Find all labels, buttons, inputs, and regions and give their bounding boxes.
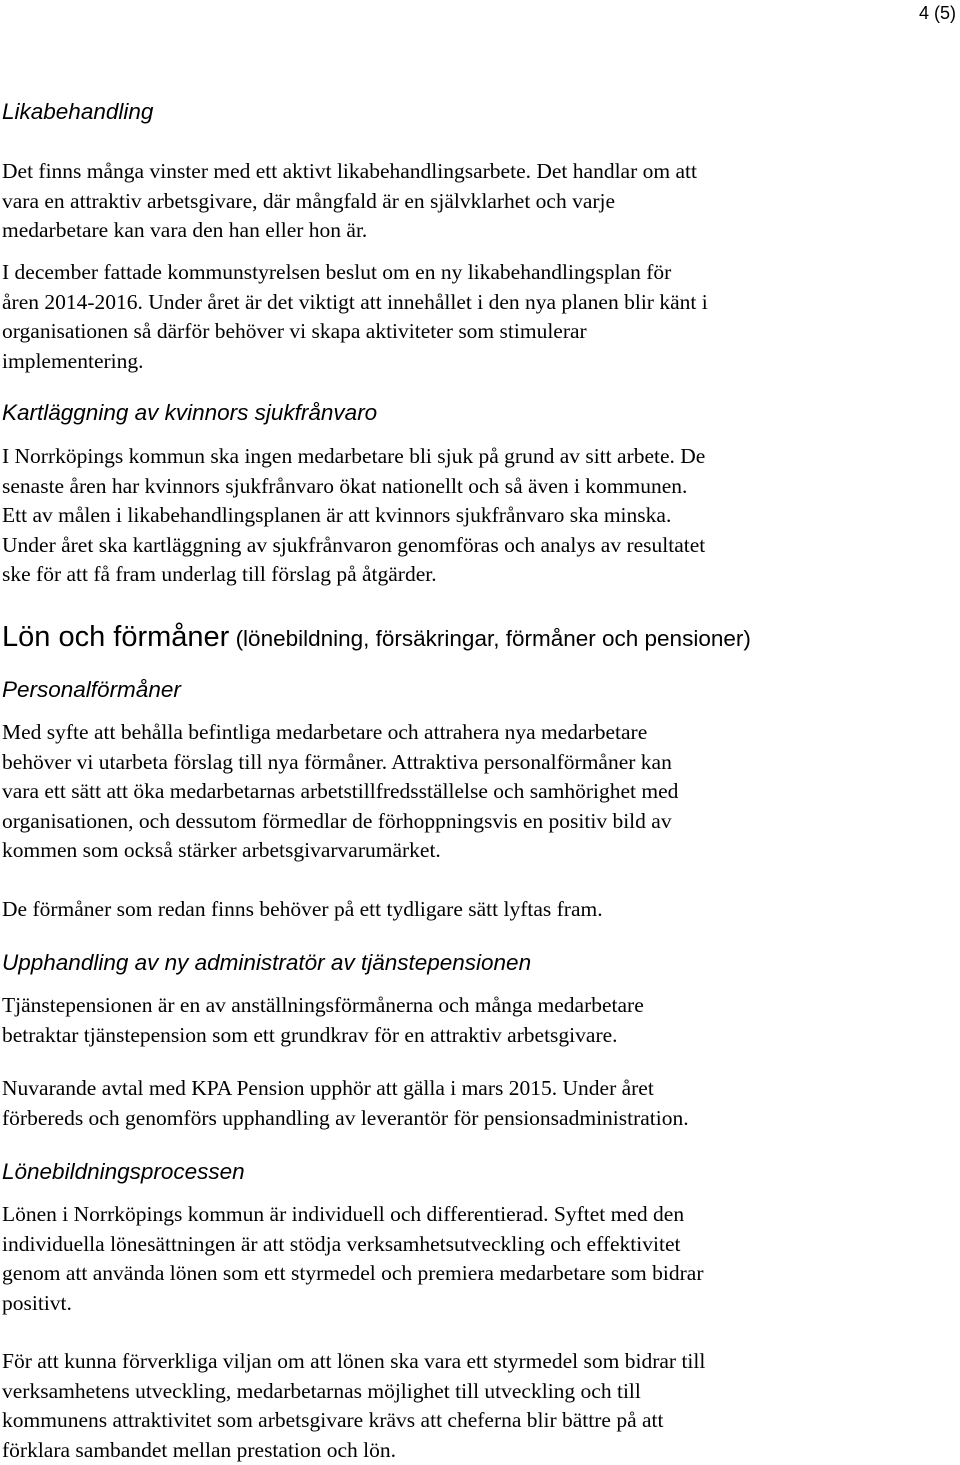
paragraph-personalformaner-1 <box>2 718 678 866</box>
text-line: kommunens attraktivitet som arbetsgivare krävs att cheferna blir bättre på att <box>2 1408 664 1433</box>
paragraph-upphandling-1 <box>2 991 644 1050</box>
text-line: För att kunna förverkliga viljan om att lönen ska vara ett styrmedel som bidrar till <box>2 1349 706 1373</box>
text-line: Under året ska kartläggning av sjukfrånvaron genomföras och analys av resultatet <box>2 532 706 557</box>
text-line: De förmåner som redan finns behöver på ett tydligare sätt lyftas fram. <box>2 897 603 921</box>
text-line: medarbetare kan vara den han eller hon är. <box>2 218 368 243</box>
heading-upphandling: Upphandling av ny administratör av tjänstepensionen <box>2 950 532 975</box>
text-line: ske för att få fram underlag till förslag på åtgärder. <box>2 562 437 587</box>
text-line: Det finns många vinster med ett aktivt likabehandlingsarbete. Det handlar om att <box>2 159 697 183</box>
text-line: Med syfte att behålla befintliga medarbetare och attrahera nya medarbetare <box>2 720 648 744</box>
text-line: positivt. <box>2 1290 72 1315</box>
text-line: Lönen i Norrköpings kommun är individuell och differentierad. Syftet med den <box>2 1202 685 1226</box>
heading-lonebildningsprocessen: Lönebildningsprocessen <box>2 1159 245 1184</box>
heading-sub-text: (lönebildning, försäkringar, förmåner och pensioner) <box>229 626 751 651</box>
text-line: organisationen, och dessutom förmedlar de förhoppningsvis en positiv bild av <box>2 808 672 833</box>
paragraph-lonebildning-1 <box>2 1200 703 1318</box>
text-line: Ett av målen i likabehandlingsplanen är att kvinnors sjukfrånvaro ska minska. <box>2 503 672 528</box>
text-line: I Norrköpings kommun ska ingen medarbetare bli sjuk på grund av sitt arbete. De <box>2 444 706 468</box>
paragraph-personalformaner-2 <box>2 895 603 925</box>
heading-personalformaner: Personalförmåner <box>2 677 181 702</box>
text-line: individuella lönesättningen är att stödja verksamhetsutveckling och effektivitet <box>2 1231 681 1256</box>
paragraph-upphandling-2 <box>2 1074 689 1133</box>
text-line: I december fattade kommunstyrelsen beslut om en ny likabehandlingsplan för <box>2 260 672 284</box>
heading-kartlaggning: Kartläggning av kvinnors sjukfrånvaro <box>2 400 378 425</box>
text-line: vara ett sätt att öka medarbetarnas arbetstillfredsställelse och samhörighet med <box>2 779 679 804</box>
text-line: kommen som också stärker arbetsgivarvarumärket. <box>2 838 441 863</box>
text-line: vara en attraktiv arbetsgivare, där mångfald är en självklarhet och varje <box>2 188 616 213</box>
heading-lon-och-formaner <box>2 619 751 657</box>
text-line: behöver vi utarbeta förslag till nya förmåner. Attraktiva personalförmåner kan <box>2 749 672 774</box>
paragraph-lonebildning-2 <box>2 1347 705 1465</box>
paragraph-likabehandling-2 <box>2 258 708 376</box>
text-line: verksamhetens utveckling, medarbetarnas möjlighet till utveckling och till <box>2 1378 641 1403</box>
text-line: genom att använda lönen som ett styrmedel och premiera medarbetare som bidrar <box>2 1261 704 1286</box>
text-line: organisationen så därför behöver vi skapa aktiviteter som stimulerar <box>2 319 587 344</box>
text-line: förklara sambandet mellan prestation och lön. <box>2 1437 397 1462</box>
text-line: senaste åren har kvinnors sjukfrånvaro ökat nationellt och så även i kommunen. <box>2 473 688 498</box>
text-line: betraktar tjänstepension som ett grundkrav för en attraktiv arbetsgivare. <box>2 1022 618 1047</box>
text-line: Tjänstepensionen är en av anställningsförmånerna och många medarbetare <box>2 993 644 1017</box>
heading-likabehandling: Likabehandling <box>2 99 154 124</box>
paragraph-kartlaggning <box>2 442 705 590</box>
heading-main-text: Lön och förmåner <box>2 621 230 653</box>
paragraph-likabehandling-1 <box>2 157 697 246</box>
text-line: förbereds och genomförs upphandling av leverantör för pensionsadministration. <box>2 1105 689 1130</box>
text-line: implementering. <box>2 348 144 373</box>
page-number: 4 (5) <box>918 3 956 23</box>
text-line: åren 2014-2016. Under året är det viktigt att innehållet i den nya planen blir känt i <box>2 289 708 314</box>
text-line: Nuvarande avtal med KPA Pension upphör att gälla i mars 2015. Under året <box>2 1076 654 1100</box>
